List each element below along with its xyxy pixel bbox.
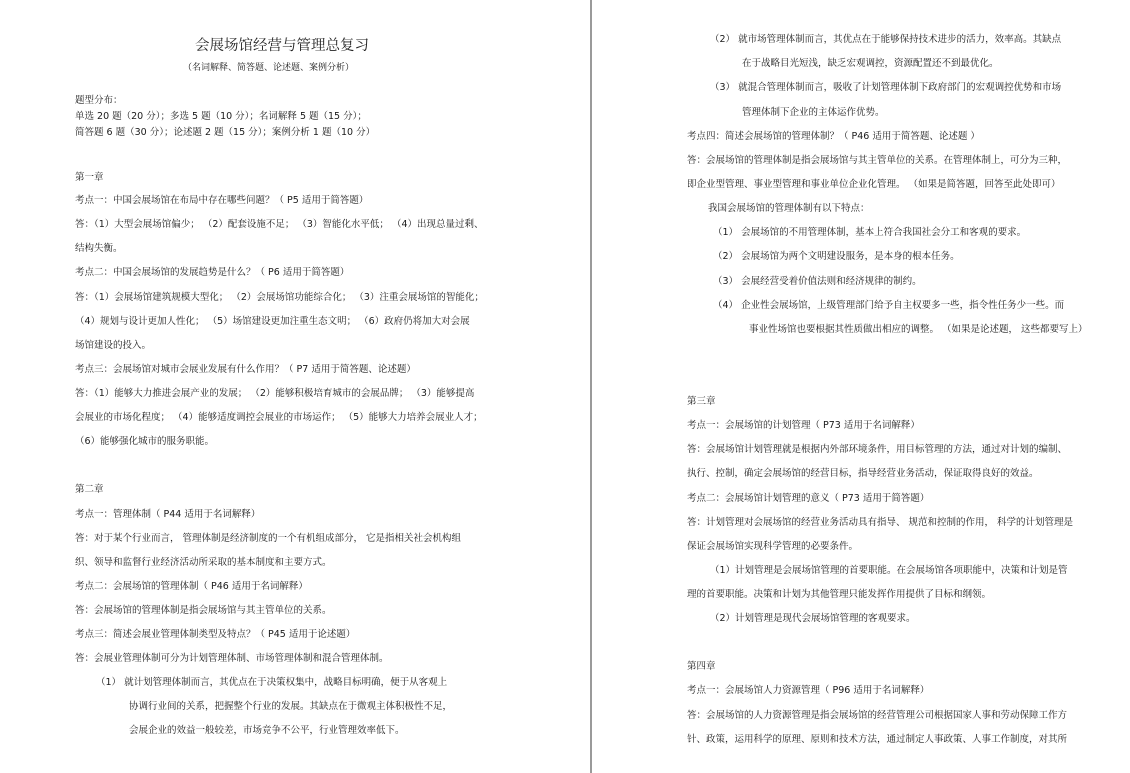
answer-item: （1） 会展场馆的不用管理体制，基本上符合我国社会分工和客观的要求。	[713, 227, 1027, 238]
answer-line: （4）规划与设计更加人性化； （5）场馆建设更加注重生态文明； （6）政府仍将加大对会展	[75, 316, 470, 327]
exam-point-question: 考点二：中国会展场馆的发展趋势是什么？（ P6 适用于简答题）	[75, 267, 350, 278]
chapter-heading: 第四章	[687, 661, 716, 672]
answer-line: 答：会展业管理体制可分为计划管理体制、市场管理体制和混合管理体制。	[75, 653, 389, 664]
exam-point-question: 考点一：管理体制（ P44 适用于名词解释）	[75, 509, 261, 520]
answer-item-continuation: 事业性场馆也要根据其性质做出相应的调整。 （如果是论述题， 这些都要写上）	[749, 324, 1088, 335]
exam-point-question: 考点四：简述会展场馆的管理体制？（ P46 适用于简答题、论述题 ）	[687, 131, 980, 142]
answer-item: （2）计划管理是现代会展场馆管理的客观要求。	[710, 613, 916, 624]
answer-line: 执行、控制，确定会展场馆的经营目标，指导经营业务活动，保证取得良好的效益。	[687, 468, 1039, 479]
answer-line: 答：对于某个行业而言， 管理体制是经济制度的一个有机组成部分， 它是指相关社会机构组	[75, 533, 462, 544]
answer-line: 结构失衡。	[75, 243, 123, 254]
exam-point-question: 考点一：中国会展场馆在布局中存在哪些问题？（ P5 适用于简答题）	[75, 195, 369, 206]
exam-point-question: 考点一：会展场馆的计划管理（ P73 适用于名词解释）	[687, 420, 920, 431]
answer-item: （2） 会展场馆为两个文明建设服务，是本身的根本任务。	[713, 251, 960, 262]
answer-line: 答：会展场馆计划管理就是根据内外部环境条件，用目标管理的方法，通过对计划的编制、	[687, 444, 1068, 455]
answer-item: （1）计划管理是会展场馆管理的首要职能。在会展场馆各项职能中，决策和计划是管	[710, 565, 1068, 576]
document-title: 会展场馆经营与管理总复习	[195, 38, 369, 54]
distribution-line: 单选 20 题（20 分）；多选 5 题（10 分）；名词解释 5 题（15 分）；	[75, 111, 367, 122]
answer-line: 答：（1）会展场馆建筑规模大型化； （2）会展场馆功能综合化； （3）注重会展场馆的智能化；	[75, 292, 484, 303]
answer-line: 针、政策，运用科学的原理、原则和技术方法，通过制定人事政策、人事工作制度，对其所	[687, 734, 1068, 745]
chapter-heading: 第三章	[687, 396, 716, 407]
answer-line: 场馆建设的投入。	[75, 340, 152, 351]
answer-item: （3） 会展经营受着价值法则和经济规律的制约。	[713, 276, 922, 287]
answer-line: 理的首要职能。决策和计划为其他管理只能发挥作用提供了目标和纲领。	[687, 589, 992, 600]
answer-line: 答：（1）能够大力推进会展产业的发展； （2）能够积极培育城市的会展品牌； （3）能够提高	[75, 388, 475, 399]
right-page	[593, 0, 1130, 773]
answer-line: 即企业型管理、事业型管理和事业单位企业化管理。 （如果是简答题，回答至此处即可）	[687, 179, 1061, 190]
answer-item: （2） 就市场管理体制而言，其优点在于能够保持技术进步的活力，效率高。其缺点	[710, 34, 1062, 45]
document-subtitle: （名词解释、简答题、论述题、案例分析）	[183, 63, 355, 73]
answer-line: 答：会展场馆的管理体制是指会展场馆与其主管单位的关系。在管理体制上，可分为三种，	[687, 155, 1068, 166]
exam-point-question: 考点三：简述会展业管理体制类型及特点？（ P45 适用于论述题）	[75, 629, 356, 640]
answer-item-continuation: 会展企业的效益一般较差，市场竞争不公平，行业管理效率低下。	[129, 725, 405, 736]
exam-point-question: 考点二：会展场馆的管理体制（ P46 适用于名词解释）	[75, 581, 308, 592]
answer-line: 答：（1）大型会展场馆偏少； （2）配套设施不足； （3）智能化水平低； （4）出现总量过剩、	[75, 219, 484, 230]
exam-point-question: 考点一：会展场馆人力资源管理（ P96 适用于名词解释）	[687, 685, 930, 696]
answer-line: （6）能够强化城市的服务职能。	[75, 436, 215, 447]
answer-item: （1） 就计划管理体制而言，其优点在于决策权集中，战略目标明确，便于从客观上	[96, 677, 448, 688]
answer-line: 答：计划管理对会展场馆的经营业务活动具有指导、 规范和控制的作用， 科学的计划管理是	[687, 517, 1074, 528]
chapter-heading: 第一章	[75, 172, 104, 183]
answer-line: 我国会展场馆的管理体制有以下特点：	[708, 203, 870, 214]
exam-point-question: 考点二：会展场馆计划管理的意义（ P73 适用于简答题）	[687, 493, 930, 504]
distribution-line: 简答题 6 题（30 分）；论述题 2 题（15 分）；案例分析 1 题（10 分）	[75, 127, 376, 138]
answer-line: 织、领导和监督行业经济活动所采取的基本制度和主要方式。	[75, 557, 332, 568]
answer-item-continuation: 协调行业间的关系，把握整个行业的发展。其缺点在于微观主体积极性不足，	[129, 701, 453, 712]
page-divider	[590, 0, 592, 773]
answer-line: 答：会展场馆的管理体制是指会展场馆与其主管单位的关系。	[75, 605, 332, 616]
answer-item: （3） 就混合管理体制而言，吸收了计划管理体制下政府部门的宏观调控优势和市场	[710, 82, 1062, 93]
answer-line: 会展业的市场化程度； （4）能够适度调控会展业的市场运作； （5）能够大力培养会展业人才；	[75, 412, 483, 423]
answer-line: 答：会展场馆的人力资源管理是指会展场馆的经营管理公司根据国家人事和劳动保障工作方	[687, 710, 1068, 721]
exam-point-question: 考点三：会展场馆对城市会展业发展有什么作用？（ P7 适用于简答题、论述题）	[75, 364, 416, 375]
chapter-heading: 第二章	[75, 484, 104, 495]
distribution-heading: 题型分布：	[75, 95, 123, 106]
answer-item: （4） 企业性会展场馆，上级管理部门给予自主权要多一些，指令性任务少一些。而	[713, 300, 1065, 311]
answer-item-continuation: 在于战略目光短浅，缺乏宏观调控，资源配置还不到最优化。	[742, 58, 999, 69]
answer-item-continuation: 管理体制下企业的主体运作优势。	[742, 107, 885, 118]
answer-line: 保证会展场馆实现科学管理的必要条件。	[687, 541, 859, 552]
